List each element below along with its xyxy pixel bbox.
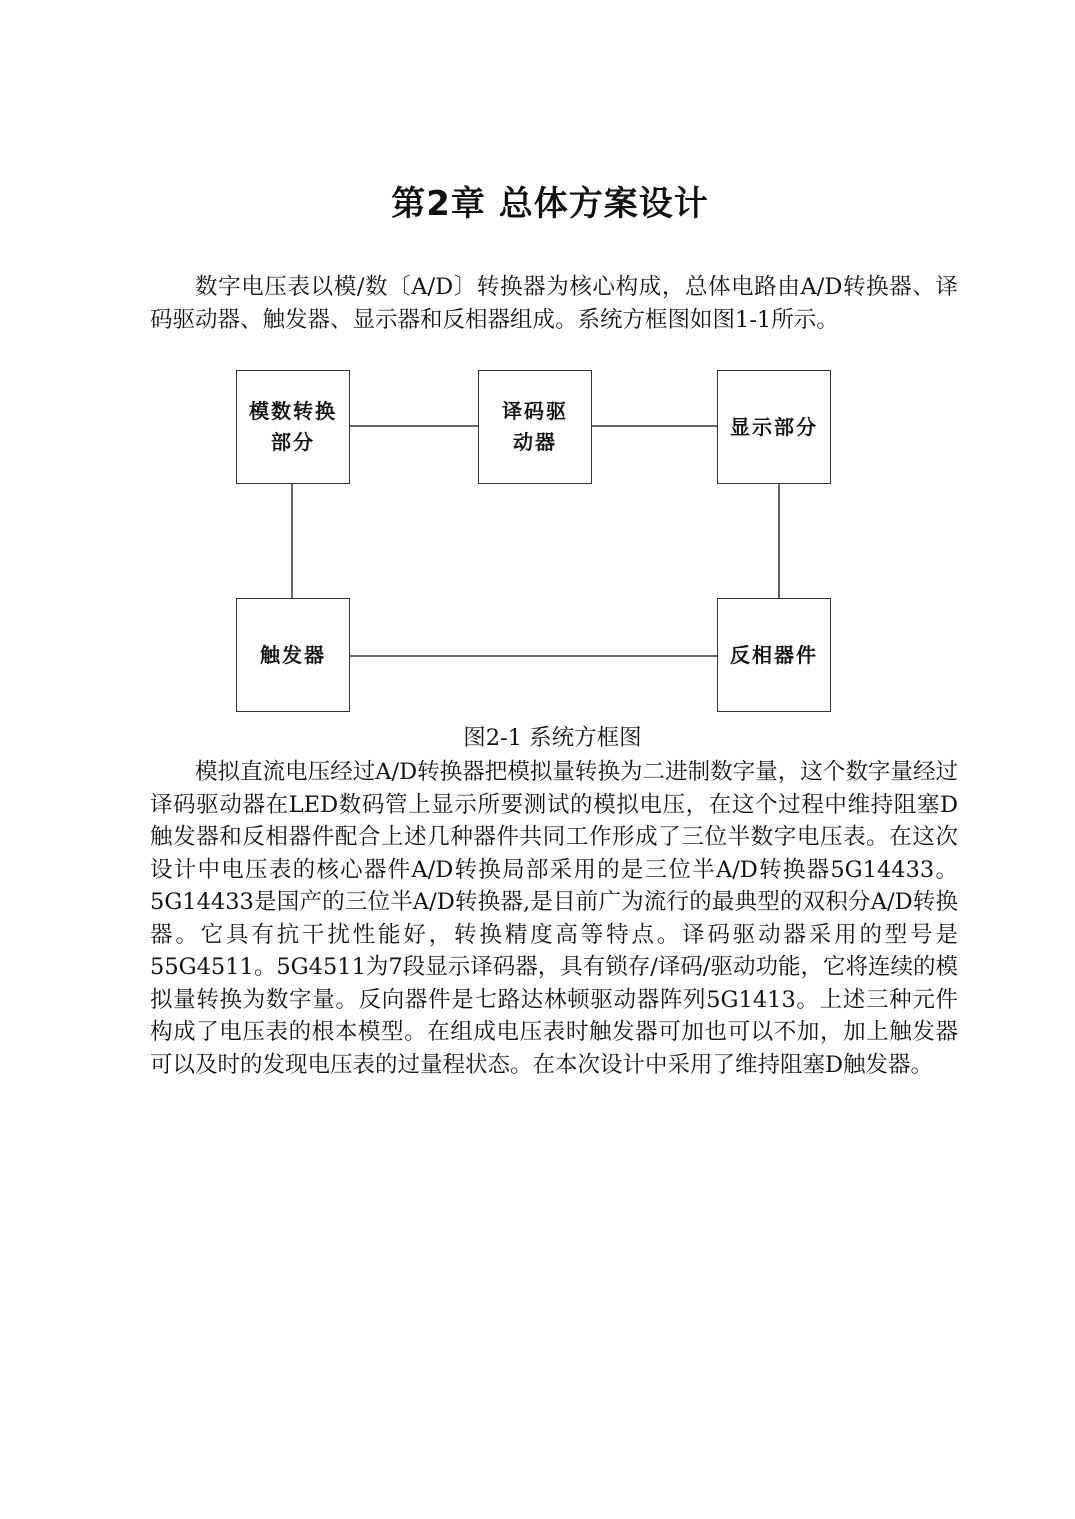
- block-adc: [236, 370, 350, 484]
- block-display: [717, 370, 831, 484]
- block-trigger-label: 触发器: [260, 642, 326, 667]
- block-trigger: [236, 598, 350, 712]
- block-decoder-label: 译码驱动器: [502, 399, 568, 454]
- block-decoder-driver: [478, 370, 592, 484]
- block-inverter: [717, 598, 831, 712]
- block-adc-label: 模数转换部分: [249, 399, 337, 454]
- block-inverter-label: 反相器件: [730, 642, 818, 667]
- intro-paragraph: 数字电压表以模/数〔A/D〕转换器为核心构成，总体电路由A/D转换器、译码驱动器、触发器、显示器和反相器组成。系统方框图如图1-1所示。: [150, 274, 958, 333]
- body-paragraph: 模拟直流电压经过A/D转换器把模拟量转换为二进制数字量，这个数字量经过译码驱动器在LED数码管上显示所要测试的模拟电压，在这个过程中维持阻塞D触发器和反相器件配合上述几种器件共同工作形成了三位半数字电压表。在这次设计中电压表的核心器件A/D转换局部采用的是三位半A/D转换器5G14433。5G14433是国产的三位半A/D转换器,是目前广为流行的最典型的双积分A/D转换器。它具有抗干扰性能好，转换精度高等特点。译码驱动器采用的型号是55G4511。5G4511为7段显示译码器，具有锁存/译码/驱动功能，它将连续的模拟量转换为数字量。反向器件是七路达林顿驱动器阵列5G1413。上述三种元件构成了电压表的根本模型。在组成电压表时触发器可加也可以不加，加上触发器可以及时的发现电压表的过量程状态。在本次设计中采用了维持阻塞D触发器。: [150, 759, 958, 1078]
- block-display-label: 显示部分: [730, 414, 818, 439]
- chapter-title: 第2章 总体方案设计: [391, 184, 709, 224]
- figure-caption: 图2-1 系统方框图: [463, 725, 642, 751]
